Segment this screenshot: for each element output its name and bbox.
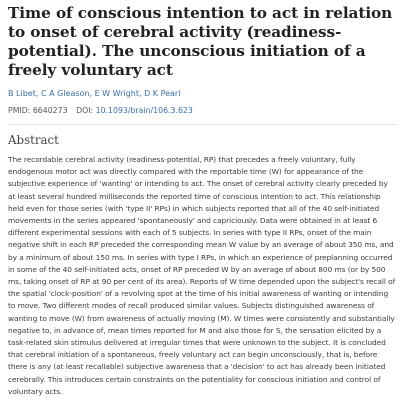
section-divider [8,124,396,125]
author-link[interactable]: B Libet [8,89,36,98]
author-link[interactable]: C A Gleason [40,89,90,98]
abstract-heading: Abstract [8,133,59,147]
author-link[interactable]: E W Wright [94,89,139,98]
author-list: B Libet, C A Gleason, E W Wright, D K Pearl [8,89,181,98]
abstract-text: The recordable cerebral activity (readiness-potential, RP) that precedes a freely voluntary, fully endogenous motor act was directly compared with the reportable time (W) for appearance of the subjective experience of 'wanting' or intending to act. The onset of cerebral activity clearly preceded by at least several hundred milliseconds the reported time of conscious intention to act. This relationship held even for those series (with 'type II' RPs) in which subjects reported that all of the 40 self-initiated movements in the series appeared 'spontaneously' and capriciously. Data were obtained in at least 6 different experimental sessions with each of 5 subjects. In series with type II RPs, onset of the main negative shift in each RP preceded the corresponding mean W value by an average of about 350 ms, and by a minimum of about 150 ms. In series with type I RPs, in which an experience of preplanning occurred in some of the 40 self-initiated acts, onset of RP preceded W by an average of about 800 ms (or by 500 ms, taking onset of RP at 90 per cent of its area). Reports of W time depended upon the subject's recall of the spatial 'clock-position' of a revolving spot at the time of his initial awareness of wanting or intending to move. Two different modes of recall produced similar values. Subjects distinguished awareness of wanting to move (W) from awareness of actually moving (M). W times were consistently and substantially negative to, in advance of, mean times reported for M and also those for S, the sensation elicited by a task-related skin stimulus delivered at irregular times that were unknown to the subject. It is concluded that cerebral initiation of a spontaneous, freely voluntary act can begin unconsciously, that is, before there is any (at least recallable) subjective awareness that a 'decision' to act has already been initiated cerebrally. This introduces certain constraints on the potentiality for conscious initiation and control of voluntary acts. [8,155,396,396]
article-identifiers [8,105,396,116]
doi-label: DOI: [76,106,94,115]
article-page [8,4,396,398]
article-title: Time of conscious intention to act in relation to onset of cerebral activity (readiness-potential). The unconscious initiation of a freely voluntary act [8,4,393,79]
pmid-value: 6640273 [32,106,68,115]
doi-link[interactable]: 10.1093/brain/106.3.623 [95,106,193,115]
pmid-label: PMID: [8,106,31,115]
author-link[interactable]: D K Pearl [144,89,181,98]
